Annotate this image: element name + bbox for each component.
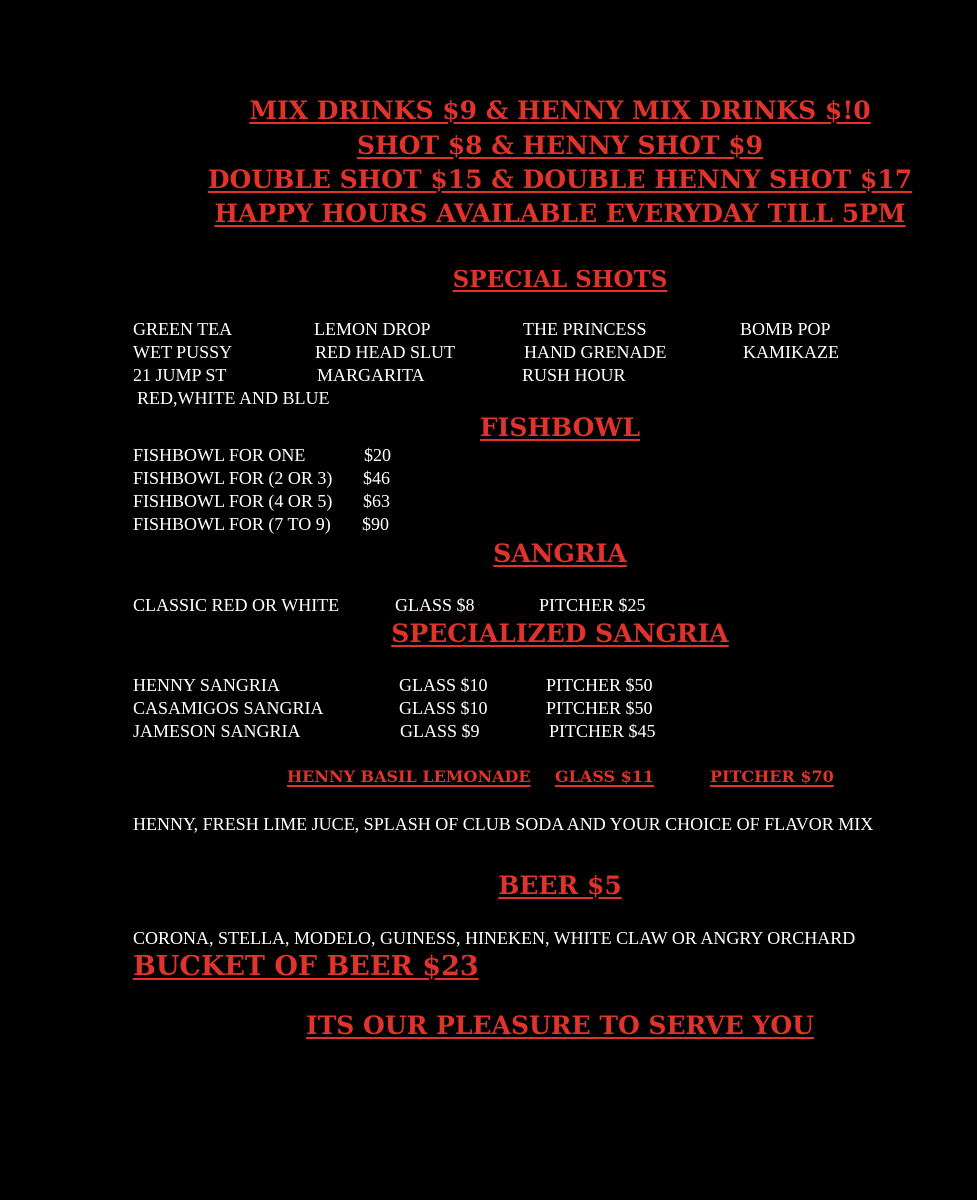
shot-item: RUSH HOUR [522, 365, 626, 385]
shot-item: LEMON DROP [314, 319, 431, 339]
shot-item: BOMB POP [740, 319, 831, 339]
shot-item: THE PRINCESS [523, 319, 647, 339]
specialized-sangria-glass: GLASS $10 [399, 675, 488, 695]
fishbowl-item-name: FISHBOWL FOR (2 OR 3) [133, 468, 333, 488]
shot-item: GREEN TEA [133, 319, 233, 339]
henny-basil-description: HENNY, FRESH LIME JUCE, SPLASH OF CLUB SODA AND YOUR CHOICE OF FLAVOR MIX [133, 814, 874, 834]
footer-message: ITS OUR PLEASURE TO SERVE YOU [306, 1011, 814, 1040]
specialized-sangria-title: SPECIALIZED SANGRIA [391, 619, 729, 648]
shot-item: RED HEAD SLUT [315, 342, 455, 362]
sangria-item-name: CLASSIC RED OR WHITE [133, 595, 340, 615]
beer-list: CORONA, STELLA, MODELO, GUINESS, HINEKEN, WHITE CLAW OR ANGRY ORCHARD [133, 928, 856, 948]
shot-item: HAND GRENADE [524, 342, 667, 362]
header-double-shots: DOUBLE SHOT $15 & DOUBLE HENNY SHOT $17 [207, 165, 913, 194]
bucket-of-beer: BUCKET OF BEER $23 [133, 951, 479, 982]
fishbowl-item-price: $63 [363, 491, 390, 511]
header-shots: SHOT $8 & HENNY SHOT $9 [356, 131, 763, 160]
specialized-sangria-pitcher: PITCHER $50 [546, 675, 653, 695]
shot-item: MARGARITA [317, 365, 425, 385]
header-mix-drinks: MIX DRINKS $9 & HENNY MIX DRINKS $!0 [249, 96, 871, 125]
sangria-item-glass: GLASS $8 [395, 595, 475, 615]
specialized-sangria-name: HENNY SANGRIA [133, 675, 280, 695]
henny-basil-name: HENNY BASIL LEMONADE [287, 767, 531, 786]
specialized-sangria-name: JAMESON SANGRIA [133, 721, 301, 741]
header-happy-hours: HAPPY HOURS AVAILABLE EVERYDAY TILL 5PM [214, 199, 906, 228]
henny-basil-pitcher: PITCHER $70 [710, 767, 834, 786]
specialized-sangria-glass: GLASS $10 [399, 698, 488, 718]
fishbowl-item-name: FISHBOWL FOR (7 TO 9) [133, 514, 331, 534]
shot-item: 21 JUMP ST [133, 365, 227, 385]
fishbowl-item-price: $90 [362, 514, 389, 534]
specialized-sangria-pitcher: PITCHER $45 [549, 721, 656, 741]
sangria-title: SANGRIA [493, 539, 627, 568]
specialized-sangria-name: CASAMIGOS SANGRIA [133, 698, 324, 718]
shot-item: RED,WHITE AND BLUE [137, 388, 330, 408]
shot-item: KAMIKAZE [743, 342, 839, 362]
sangria-item-pitcher: PITCHER $25 [539, 595, 646, 615]
fishbowl-item-price: $46 [363, 468, 390, 488]
fishbowl-item-name: FISHBOWL FOR ONE [133, 445, 306, 465]
fishbowl-title: FISHBOWL [479, 413, 641, 442]
fishbowl-item-price: $20 [364, 445, 391, 465]
shot-item: WET PUSSY [133, 342, 233, 362]
specialized-sangria-glass: GLASS $9 [400, 721, 480, 741]
specialized-sangria-pitcher: PITCHER $50 [546, 698, 653, 718]
henny-basil-glass: GLASS $11 [555, 767, 655, 786]
beer-title: BEER $5 [498, 871, 622, 900]
special-shots-title: SPECIAL SHOTS [452, 266, 668, 293]
fishbowl-item-name: FISHBOWL FOR (4 OR 5) [133, 491, 333, 511]
